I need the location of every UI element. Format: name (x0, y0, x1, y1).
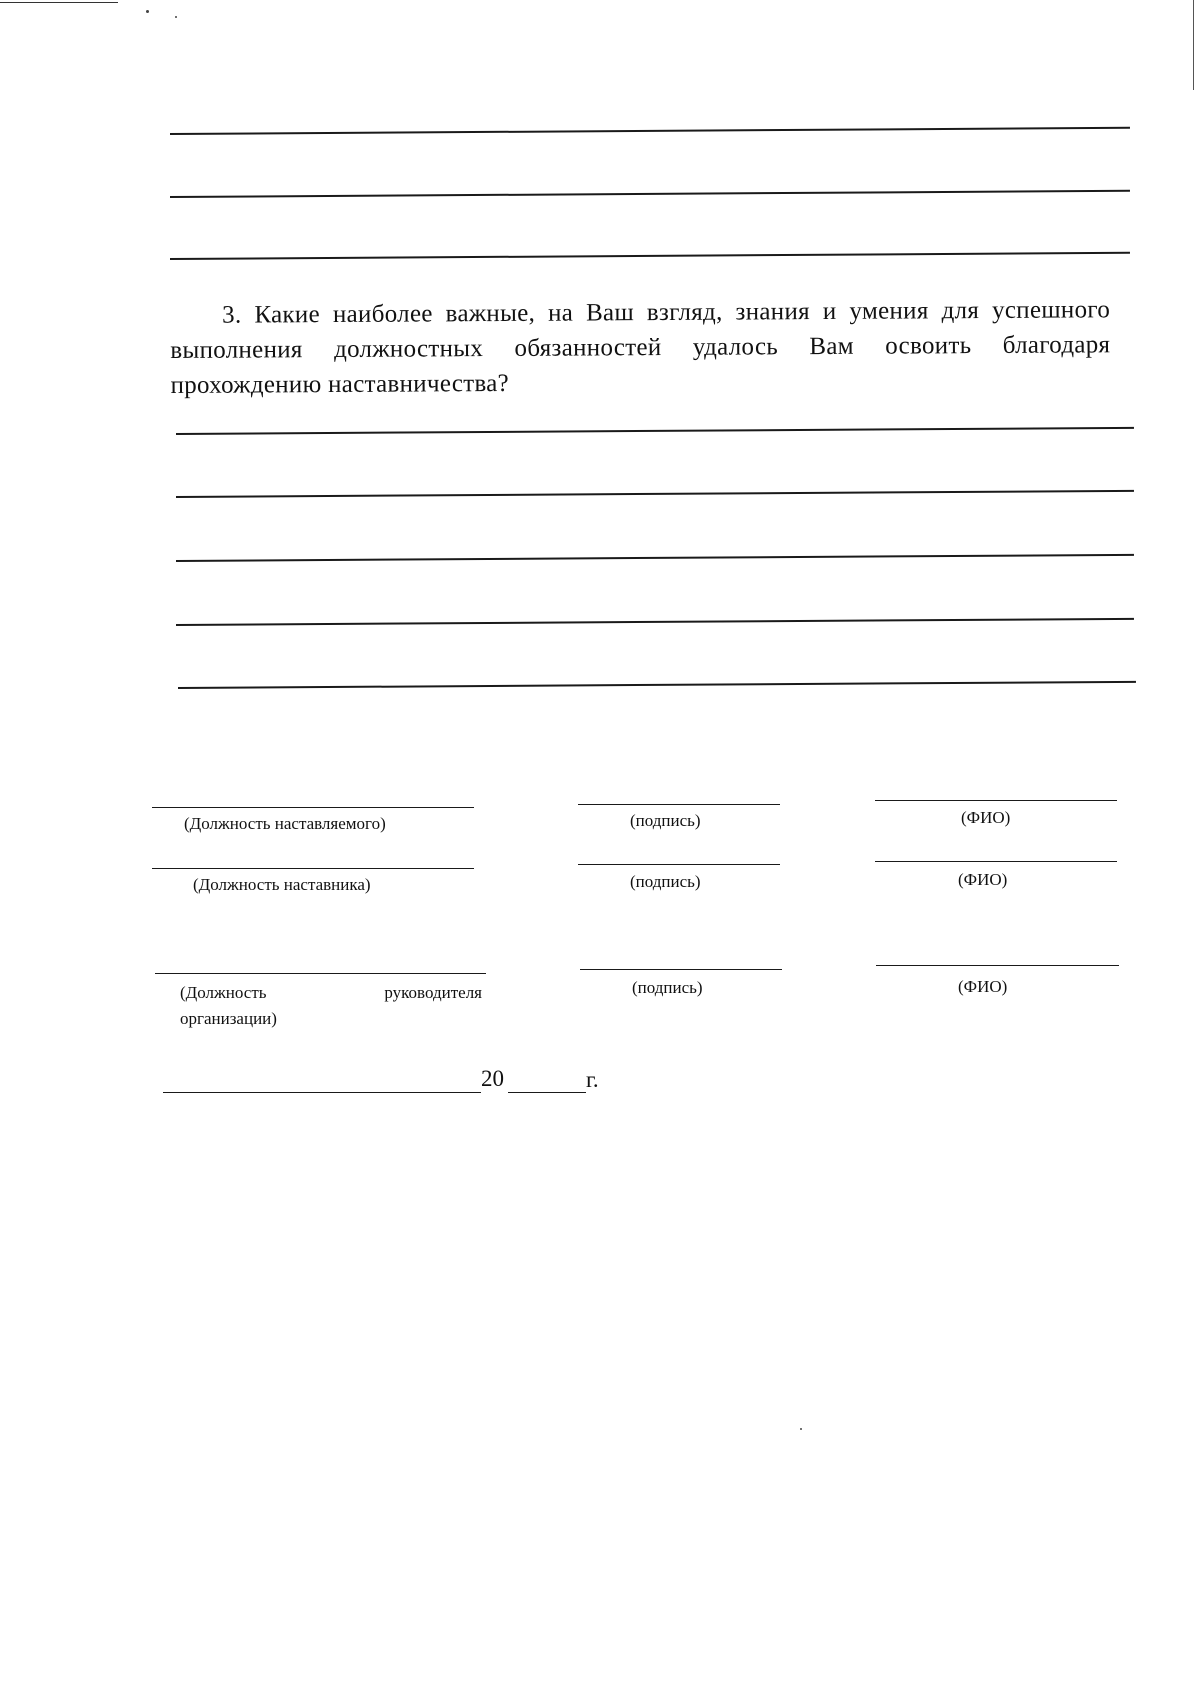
head-signature-line[interactable] (580, 969, 782, 970)
mentee-name-line[interactable] (875, 800, 1117, 801)
mentor-position-caption: (Должность наставника) (193, 875, 371, 894)
question-number: 3. (222, 301, 242, 329)
scan-artifact-speck (800, 1428, 802, 1430)
scan-artifact-speck (146, 10, 149, 13)
answer-line[interactable] (178, 681, 1136, 689)
mentor-signature-caption: (подпись) (630, 872, 701, 891)
head-position-caption-row (180, 980, 482, 1006)
mentor-position-line[interactable] (152, 868, 474, 869)
mentee-name-caption: (ФИО) (961, 808, 1011, 827)
question-3 (170, 292, 1111, 403)
date-suffix: г. (586, 1067, 599, 1092)
head-name-caption: (ФИО) (958, 977, 1008, 996)
answer-line[interactable] (170, 127, 1130, 135)
mentor-signature-line[interactable] (578, 864, 780, 865)
answer-line[interactable] (170, 252, 1130, 260)
mentor-name-caption: (ФИО) (958, 870, 1008, 889)
head-signature-caption: (подпись) (632, 978, 703, 997)
date-century: 20 (481, 1066, 504, 1091)
date-year-line[interactable] (508, 1092, 586, 1093)
mentor-name-line[interactable] (875, 861, 1117, 862)
scan-artifact-edge (1193, 0, 1194, 90)
question-text: Какие наиболее важные, на Ваш взгляд, знания и умения для успешного выполнения должностных обязанностей удалось Вам освоить благодаря прохождению наставничества? (170, 296, 1111, 399)
mentee-signature-caption: (подпись) (630, 811, 701, 830)
mentee-signature-line[interactable] (578, 804, 780, 805)
head-position-line[interactable] (155, 973, 486, 974)
answer-line[interactable] (170, 190, 1130, 198)
mentee-position-caption: (Должность наставляемого) (184, 814, 386, 833)
head-position-caption (180, 980, 482, 1032)
scan-artifact-line (0, 2, 118, 3)
head-position-word2: руководителя (384, 983, 482, 1002)
answer-line[interactable] (176, 618, 1134, 626)
scan-artifact-speck (175, 16, 177, 18)
answer-line[interactable] (176, 490, 1134, 498)
answer-line[interactable] (176, 554, 1134, 562)
head-name-line[interactable] (876, 965, 1119, 966)
head-position-word1: (Должность (180, 983, 267, 1002)
mentee-position-line[interactable] (152, 807, 474, 808)
head-position-line2: организации) (180, 1009, 277, 1028)
answer-line[interactable] (176, 427, 1134, 435)
date-day-month-line[interactable] (163, 1092, 481, 1093)
